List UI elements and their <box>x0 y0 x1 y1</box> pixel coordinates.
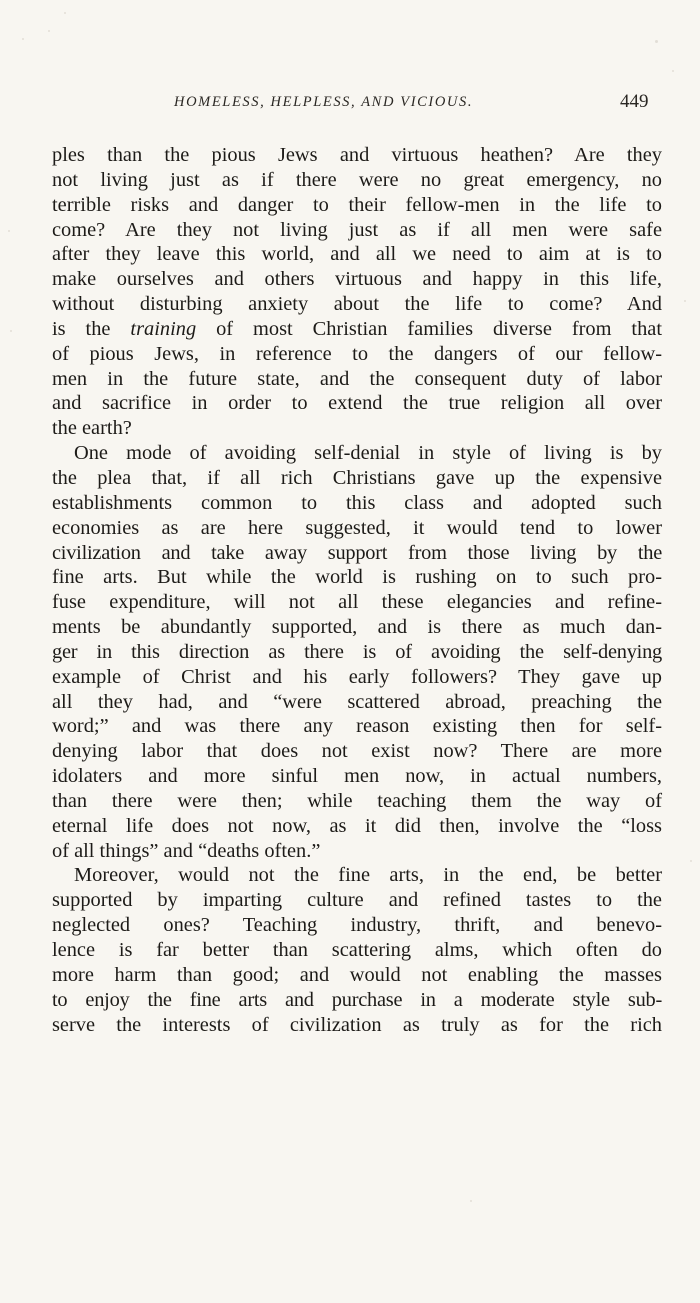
text-line: of all things” and “deaths often.” <box>52 839 321 862</box>
text-line: supported by imparting culture and refined tastes to the <box>52 889 662 912</box>
body-text <box>52 143 662 1037</box>
text-line: of pious Jews, in reference to the dangers of our fellow- <box>52 342 662 365</box>
paper-speckle <box>22 38 24 40</box>
text-line: neglected ones? Teaching industry, thrift, and benevo- <box>52 914 662 937</box>
paper-speckle <box>64 12 66 14</box>
text-line: is the training of most Christian families diverse from that <box>52 317 662 340</box>
text-line: Moreover, would not the fine arts, in the end, be better <box>74 864 662 887</box>
paper-speckle <box>8 230 10 232</box>
text-line: eternal life does not now, as it did then, involve the “loss <box>52 814 662 837</box>
text-line: all they had, and “were scattered abroad, preaching the <box>52 690 662 713</box>
text-line: example of Christ and his early followers? They gave up <box>52 665 662 688</box>
text-line: serve the interests of civilization as truly as for the rich <box>52 1013 662 1036</box>
text-line: denying labor that does not exist now? There are more <box>52 740 662 763</box>
running-head <box>0 91 700 118</box>
text-line: more harm than good; and would not enabling the masses <box>52 963 662 986</box>
text-line: make ourselves and others virtuous and happy in this life, <box>52 268 662 291</box>
text-line: to enjoy the fine arts and purchase in a moderate style sub- <box>52 988 662 1011</box>
running-title: HOMELESS, HELPLESS, AND VICIOUS. <box>174 94 474 110</box>
text-line: terrible risks and danger to their fellow-men in the life to <box>52 193 662 216</box>
text-line: the earth? <box>52 417 132 440</box>
text-line: not living just as if there were no great emergency, no <box>52 168 662 191</box>
paper-speckle <box>690 860 692 862</box>
text-line: civilization and take away support from those living by the <box>52 541 662 564</box>
emphasized-word: training <box>130 317 197 340</box>
text-line: and sacrifice in order to extend the true religion all over <box>52 392 662 415</box>
paper-speckle <box>470 1200 472 1202</box>
text-line: establishments common to this class and adopted such <box>52 491 662 514</box>
paper-speckle <box>48 30 50 32</box>
paper-speckle <box>684 300 686 302</box>
text-line: fuse expenditure, will not all these elegancies and refine- <box>52 591 662 614</box>
text-line: men in the future state, and the consequent duty of labor <box>52 367 662 390</box>
text-line: the plea that, if all rich Christians gave up the expensive <box>52 466 662 489</box>
text-line: after they leave this world, and all we need to aim at is to <box>52 243 662 266</box>
text-line: idolaters and more sinful men now, in actual numbers, <box>52 765 662 788</box>
text-line: without disturbing anxiety about the life to come? And <box>52 293 662 316</box>
page-number: 449 <box>620 91 649 112</box>
paper-speckle <box>10 330 12 332</box>
paper-speckle <box>672 70 674 72</box>
text-line: lence is far better than scattering alms, which often do <box>52 939 662 961</box>
text-line: ger in this direction as there is of avoiding the self-denying <box>52 640 662 663</box>
text-line: fine arts. But while the world is rushing on to such pro- <box>52 566 662 589</box>
paper-speckle <box>655 40 658 43</box>
text-line: One mode of avoiding self-denial in style of living is by <box>74 442 662 465</box>
text-line: word;” and was there any reason existing then for self- <box>52 715 662 738</box>
text-line: ples than the pious Jews and virtuous heathen? Are they <box>52 144 662 166</box>
text-line: come? Are they not living just as if all men were safe <box>52 218 662 241</box>
text-line: economies as are here suggested, it would tend to lower <box>52 516 662 539</box>
text-line: ments be abundantly supported, and is there as much dan- <box>52 616 662 639</box>
text-line: than there were then; while teaching them the way of <box>52 789 662 812</box>
